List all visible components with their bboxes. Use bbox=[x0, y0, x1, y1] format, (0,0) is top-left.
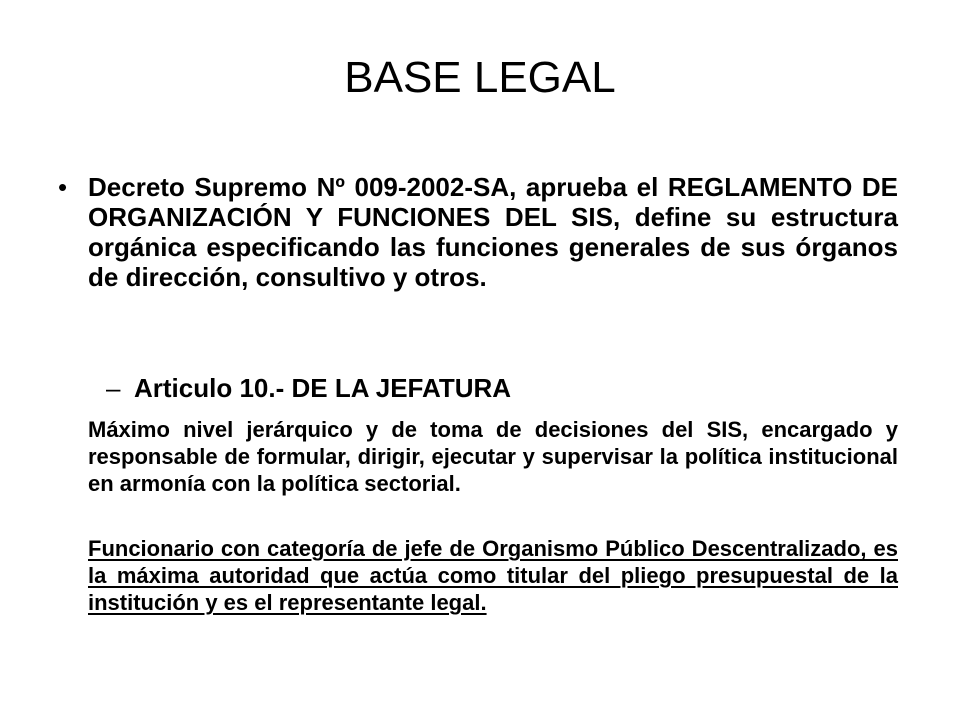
slide-title: BASE LEGAL bbox=[344, 53, 616, 102]
article-heading: Articulo 10.- DE LA JEFATURA bbox=[134, 373, 512, 403]
sub-item bbox=[106, 371, 886, 405]
bullet-item bbox=[58, 172, 898, 292]
article-paragraph: Máximo nivel jerárquico y de toma de decisiones del SIS, encargado y responsable de formular, dirigir, ejecutar y supervisar la política institucional en armonía con la política sectorial. bbox=[88, 417, 898, 496]
dash-marker: – bbox=[106, 373, 121, 403]
bullet-text: Decreto Supremo Nº 009-2002-SA, aprueba el REGLAMENTO DE ORGANIZACIÓN Y FUNCIONES DEL SIS, define su estructura orgánica especificando las funciones generales de sus órganos de dirección, consultivo y otros. bbox=[88, 172, 898, 292]
underlined-paragraph: Funcionario con categoría de jefe de Organismo Público Descentralizado, es la máxima autoridad que actúa como titular del pliego presupuestal de la institución y es el representante legal. bbox=[88, 536, 898, 615]
bullet-marker: • bbox=[58, 172, 68, 202]
